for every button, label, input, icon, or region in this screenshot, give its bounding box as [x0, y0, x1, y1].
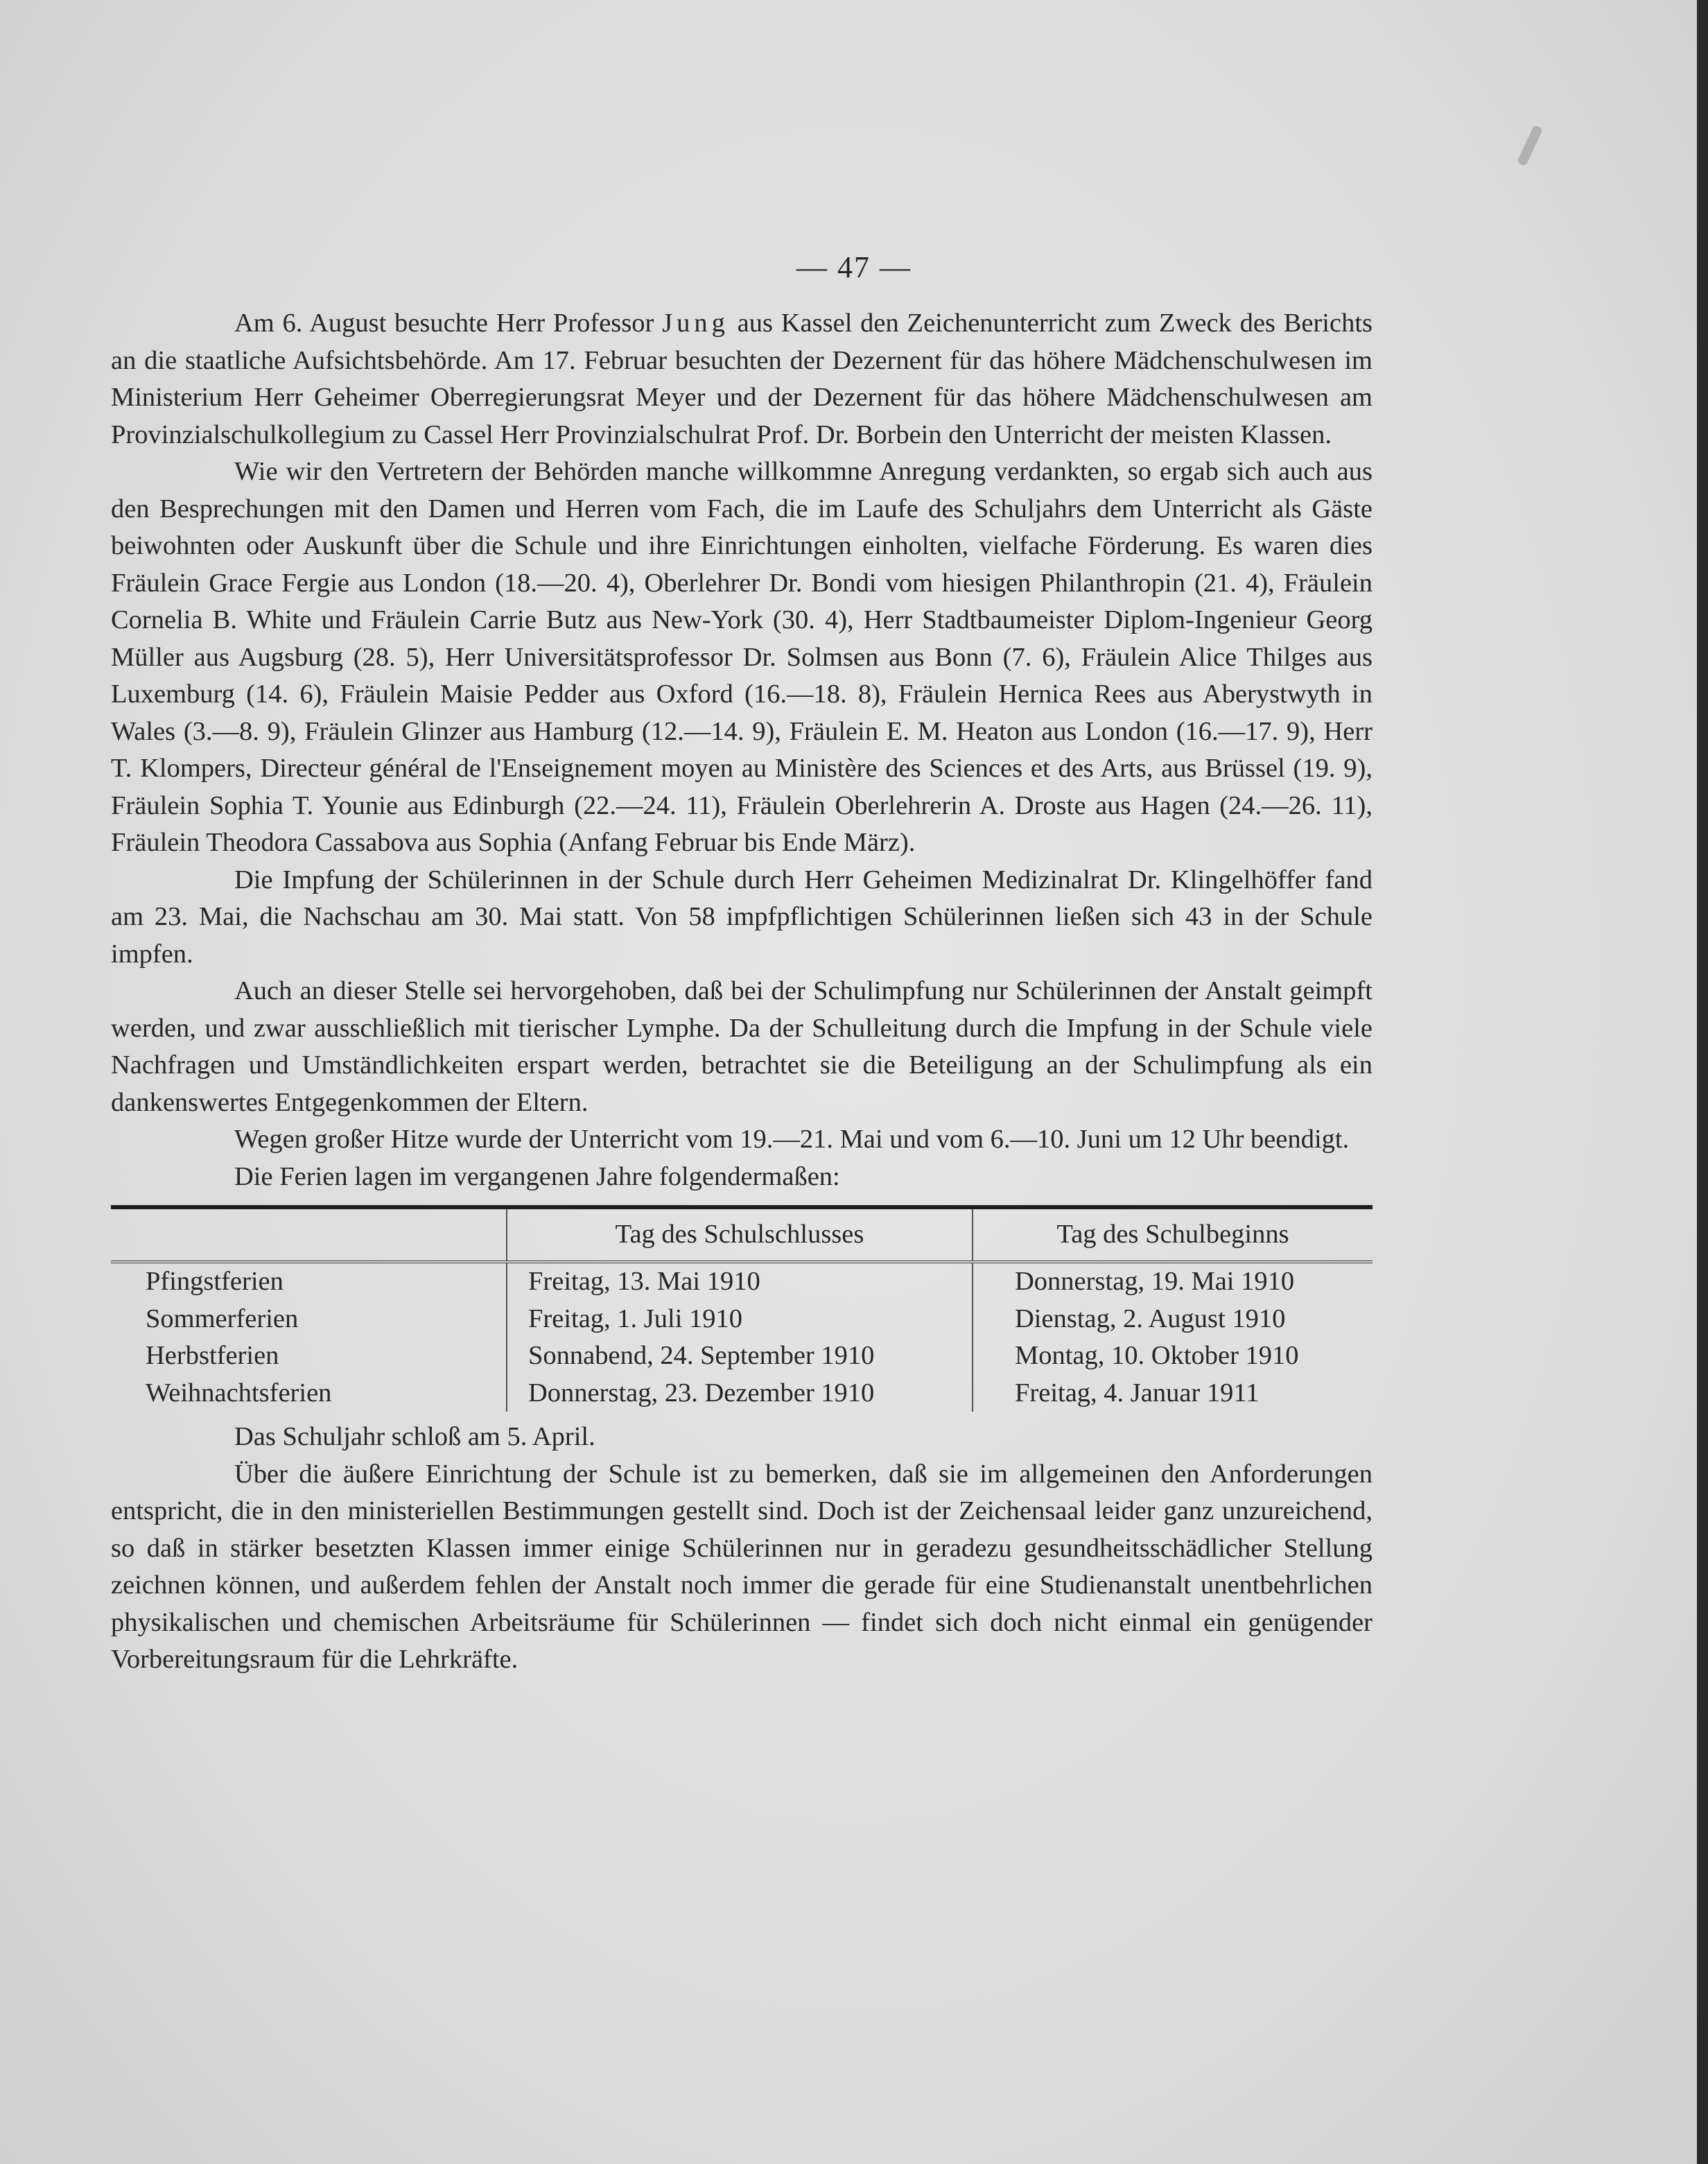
school-start-date: Montag, 10. Oktober 1910: [973, 1338, 1372, 1375]
school-end-date: Freitag, 13. Mai 1910: [507, 1262, 973, 1301]
table-row: [111, 1301, 1372, 1338]
name-jung: Jung: [662, 309, 729, 338]
paragraph-visit-text-start: Am 6. August besuchte Herr Professor: [234, 309, 663, 338]
paragraph-holidays-intro: Die Ferien lagen im vergangenen Jahre folgendermaßen:: [234, 1161, 840, 1191]
holiday-name: Pfingstferien: [146, 1267, 284, 1296]
school-start-date: Freitag, 4. Januar 1911: [973, 1375, 1372, 1412]
school-start-date: Dienstag, 2. August 1910: [973, 1301, 1372, 1338]
ink-mark: [1517, 125, 1543, 166]
page-number: — 47 —: [796, 250, 912, 284]
holiday-name: Herbstferien: [146, 1341, 279, 1370]
paragraph-vaccination-note: Auch an dieser Stelle sei hervorgehoben, daß bei der Schulimpfung nur Schülerinnen der Anstalt geimpft werden, und zwar ausschließlich mit tierischer Lymphe. Da der Schulleitung durch die Impfung in der Schule viele Nachfragen und Umständlichkeiten erspart werden, betrachtet sie die Beteiligung an der Schulimpfung als ein dankenswertes Entgegenkommen der Eltern.: [111, 976, 1372, 1117]
holiday-name: Weihnachtsferien: [146, 1378, 332, 1408]
paragraph-year-end: Das Schuljahr schloß am 5. April.: [234, 1422, 595, 1451]
paragraph-facilities: Über die äußere Einrichtung der Schule ist zu bemerken, daß sie im allgemeinen den Anforderungen entspricht, die in den ministeriellen Bestimmungen gestellt sind. Doch ist der Zeichensaal leider ganz unzureichend, so daß in stärker besetzten Klassen immer einige Schülerinnen nur in geradezu gesundheitsschädlicher Stellung zeichnen können, und außerdem fehlen der Anstalt noch immer die gerade für eine Studienanstalt unentbehrlichen physikalischen und chemischen Arbeitsräume für Schülerinnen — findet sich doch nicht einmal ein genügender Vorbereitungsraum für die Lehrkräfte.: [111, 1459, 1372, 1674]
paragraph-vaccination: Die Impfung der Schülerinnen in der Schule durch Herr Geheimen Medizinalrat Dr. Klingelhöffer fand am 23. Mai, die Nachschau am 30. Mai statt. Von 58 impfpflichtigen Schülerinnen ließen sich 43 in der Schule impfen.: [111, 865, 1372, 969]
table-header-school-end: Tag des Schulschlusses: [507, 1207, 973, 1262]
table-row: [111, 1262, 1372, 1301]
page-body: [111, 305, 1372, 1679]
holiday-table: [111, 1205, 1372, 1412]
table-row: [111, 1375, 1372, 1412]
paragraph-visit-text-end: aus Kassel den Zeichenunterricht zum Zweck des Berichts an die staatliche Aufsichtsbehörde. Am 17. Februar besuchten der Dezernent für das höhere Mädchenschulwesen im Ministerium Herr Geheimer Oberregierungsrat Meyer und der Dezernent für das höhere Mädchenschulwesen am Provinzialschulkollegium zu Cassel Herr Provinzialschulrat Prof. Dr. Borbein den Unterricht der meisten Klassen.: [111, 309, 1373, 449]
paragraph-visit: [111, 305, 1372, 453]
paragraph-heat: Wegen großer Hitze wurde der Unterricht vom 19.—21. Mai und vom 6.—10. Juni um 12 Uhr beendigt.: [234, 1125, 1350, 1154]
table-row: [111, 1338, 1372, 1375]
holiday-name: Sommerferien: [146, 1304, 299, 1333]
paragraph-guests: Wie wir den Vertretern der Behörden manche willkommne Anregung verdankten, so ergab sich auch aus den Besprechungen mit den Damen und Herren vom Fach, die im Laufe des Schuljahrs dem Unterricht als Gäste beiwohnten oder Auskunft über die Schule und ihre Einrichtungen einholten, vielfache Förderung. Es waren dies Fräulein Grace Fergie aus London (18.—20. 4), Oberlehrer Dr. Bondi vom hiesigen Philanthropin (21. 4), Fräulein Cornelia B. White und Fräulein Carrie Butz aus New-York (30. 4), Herr Stadtbaumeister Diplom-Ingenieur Georg Müller aus Augsburg (28. 5), Herr Universitätsprofessor Dr. Solmsen aus Bonn (7. 6), Fräulein Alice Thilges aus Luxemburg (14. 6), Fräulein Maisie Pedder aus Oxford (16.—18. 8), Fräulein Hernica Rees aus Aberystwyth in Wales (3.—8. 9), Fräulein Glinzer aus Hamburg (12.—14. 9), Fräulein E. M. Heaton aus London (16.—17. 9), Herr T. Klompers, Directeur général de l'Enseignement moyen au Ministère des Sciences et des Arts, aus Brüssel (19. 9), Fräulein Sophia T. Younie aus Edinburgh (22.—24. 11), Fräulein Oberlehrerin A. Droste aus Hagen (24.—26. 11), Fräulein Theodora Cassabova aus Sophia (Anfang Februar bis Ende März).: [111, 457, 1372, 857]
school-end-date: Donnerstag, 23. Dezember 1910: [507, 1375, 973, 1412]
scan-edge: [1697, 0, 1708, 2164]
table-header-empty: [111, 1207, 507, 1262]
table-header-row: [111, 1207, 1372, 1262]
school-end-date: Freitag, 1. Juli 1910: [507, 1301, 973, 1338]
school-end-date: Sonnabend, 24. September 1910: [507, 1338, 973, 1375]
school-start-date: Donnerstag, 19. Mai 1910: [973, 1262, 1372, 1301]
table-header-school-start: Tag des Schulbeginns: [973, 1207, 1372, 1262]
